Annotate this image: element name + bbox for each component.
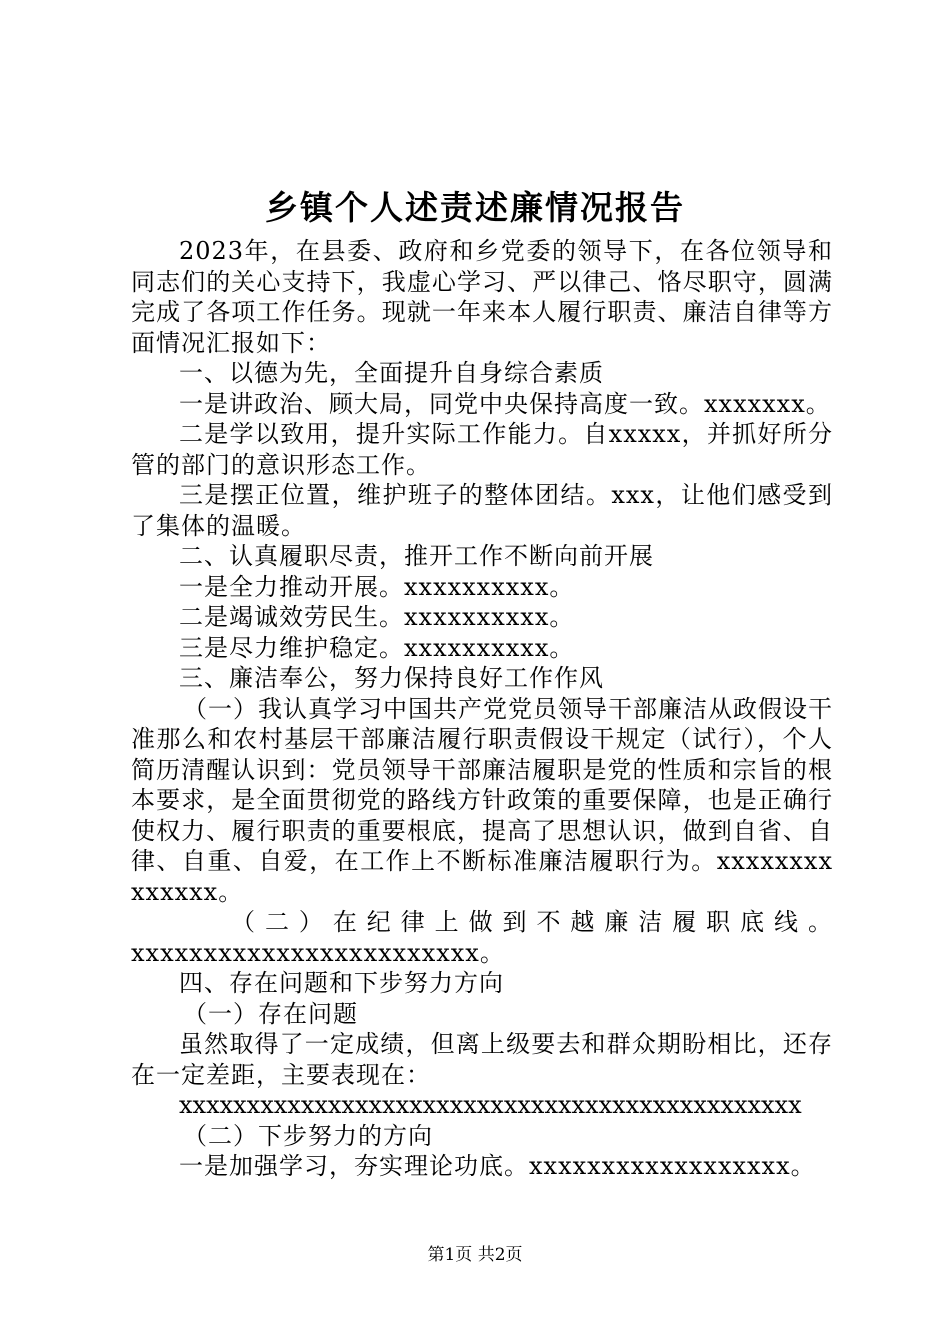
paragraph-4-2-1: 一是加强学习，夯实理论功底。xxxxxxxxxxxxxxxxxx。	[179, 1152, 816, 1180]
document-body	[131, 236, 833, 1182]
paragraph-4-1: 虽然取得了一定成绩，但离上级要去和群众期盼相比，还存在一定差距，主要表现在：	[131, 1030, 833, 1089]
paragraph-4-1-list: xxxxxxxxxxxxxxxxxxxxxxxxxxxxxxxxxxxxxxxxxxxxxx	[179, 1091, 802, 1119]
subheading-4-1: （一）存在问题	[183, 999, 358, 1028]
section-heading-2: 二、认真履职尽责，推开工作不断向前开展	[179, 542, 654, 570]
page-footer: 第1页 共2页	[427, 1245, 523, 1265]
paragraph-2-3: 三是尽力维护稳定。xxxxxxxxxx。	[179, 633, 575, 662]
paragraph-2-1: 一是全力推动开展。xxxxxxxxxx。	[179, 572, 575, 601]
paragraph-1-1: 一是讲政治、顾大局，同党中央保持高度一致。xxxxxxx。	[179, 389, 831, 418]
paragraph-3-2: （二）在纪律上做到不越廉洁履职底线。	[231, 908, 833, 936]
intro-paragraph: 2023年，在县委、政府和乡党委的领导下，在各位领导和同志们的关心支持下，我虚心学习、严以律己、恪尽职守，圆满完成了各项工作任务。现就一年来本人履行职责、廉洁自律等方面情况汇报如下：	[131, 237, 833, 357]
subheading-4-2: （二）下步努力的方向	[183, 1121, 433, 1150]
section-heading-4: 四、存在问题和下步努力方向	[179, 969, 504, 997]
paragraph-2-2: 二是竭诚效劳民生。xxxxxxxxxx。	[179, 603, 575, 631]
section-heading-1: 一、以德为先，全面提升自身综合素质	[179, 359, 604, 387]
paragraph-3-2-cont: xxxxxxxxxxxxxxxxxxxxxxxx。	[131, 938, 505, 967]
paragraph-1-3: 三是摆正位置，维护班子的整体团结。xxx，让他们感受到了集体的温暖。	[131, 481, 833, 540]
paragraph-1-2: 二是学以致用，提升实际工作能力。自xxxxx，并抓好所分管的部门的意识形态工作。	[131, 420, 833, 479]
paragraph-3-1: （一）我认真学习中国共产党党员领导干部廉洁从政假设干准那么和农村基层干部廉洁履行职责假设干规定（试行），个人简历清醒认识到：党员领导干部廉洁履职是党的性质和宗旨的根本要求，是全面贯彻党的路线方针政策的重要保障，也是正确行使权力、履行职责的重要根底，提高了思想认识，做到自省、自律、自重、自爱，在工作上不断标准廉洁履职行为。xxxxxxxxxxxxxx。	[131, 694, 833, 906]
document-title: 乡镇个人述责述廉情况报告	[265, 188, 685, 227]
section-heading-3: 三、廉洁奉公，努力保持良好工作作风	[179, 664, 604, 692]
